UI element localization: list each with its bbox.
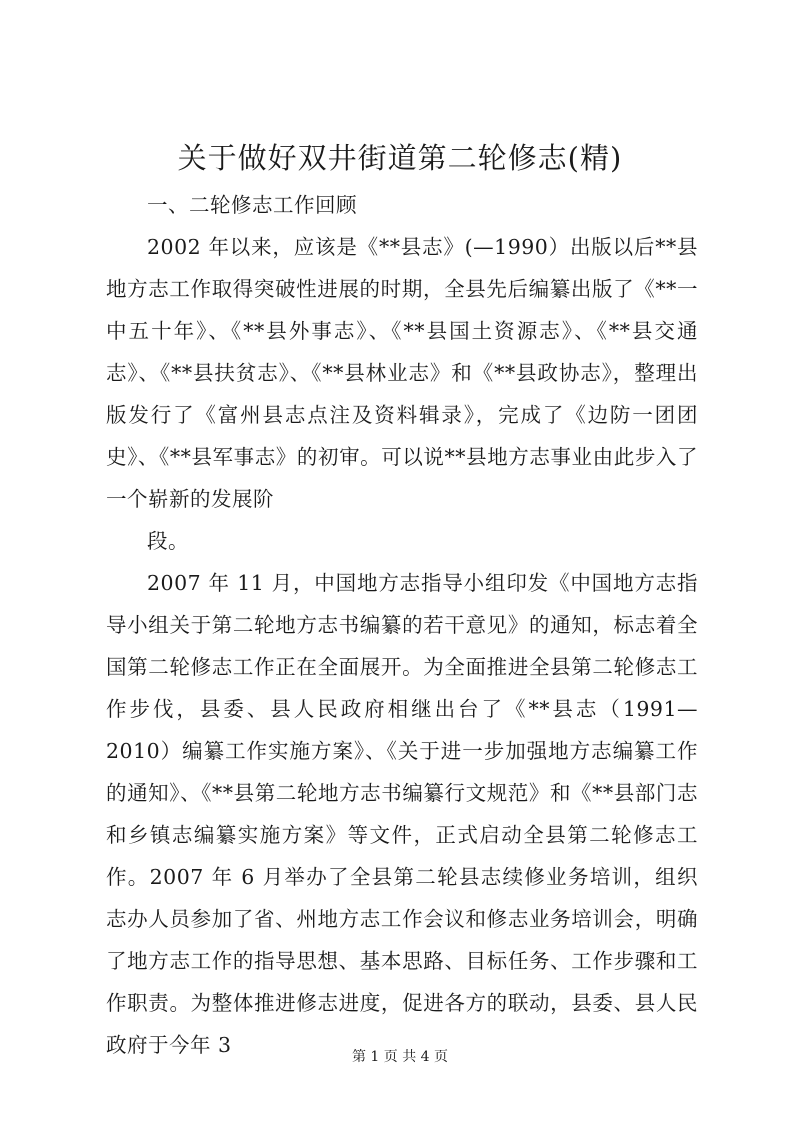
page-footer: 第 1 页 共 4 页: [351, 1049, 449, 1065]
paragraph: 2002 年以来，应该是《**县志》(—1990）出版以后**县地方志工作取得突破性进展的时期，全县先后编纂出版了《**一中五十年》、《**县外事志》、《**县国土资源志》、《**县交通志》、《**县扶贫志》、《**县林业志》和《**县政协志》，整理出版发行了《富州县志点注及资料辑录》，完成了《边防一团团史》、《**县军事志》的初审。可以说**县地方志事业由此步入了一个崭新的发展阶: [106, 235, 698, 511]
page-title: 关于做好双井街道第二轮修志(精): [177, 141, 623, 175]
document-body: [106, 184, 698, 1066]
section-heading: 一、二轮修志工作回顾: [147, 193, 357, 217]
paragraph: 2007 年 11 月，中国地方志指导小组印发《中国地方志指导小组关于第二轮地方志书编纂的若干意见》的通知，标志着全国第二轮修志工作正在全面展开。为全面推进全县第二轮修志工作步伐，县委、县人民政府相继出台了《**县志（1991—2010）编纂工作实施方案》、《关于进一步加强地方志编纂工作的通知》、《**县第二轮地方志书编纂行文规范》和《**县部门志和乡镇志编纂实施方案》等文件，正式启动全县第二轮修志工作。2007 年 6 月举办了全县第二轮县志续修业务培训，组织志办人员参加了省、州地方志工作会议和修志业务培训会，明确了地方志工作的指导思想、基本思路、目标任务、工作步骤和工作职责。为整体推进修志进度，促进各方的联动，县委、县人民政府于今年 3: [106, 571, 698, 1057]
paragraph: 段。: [147, 529, 189, 553]
